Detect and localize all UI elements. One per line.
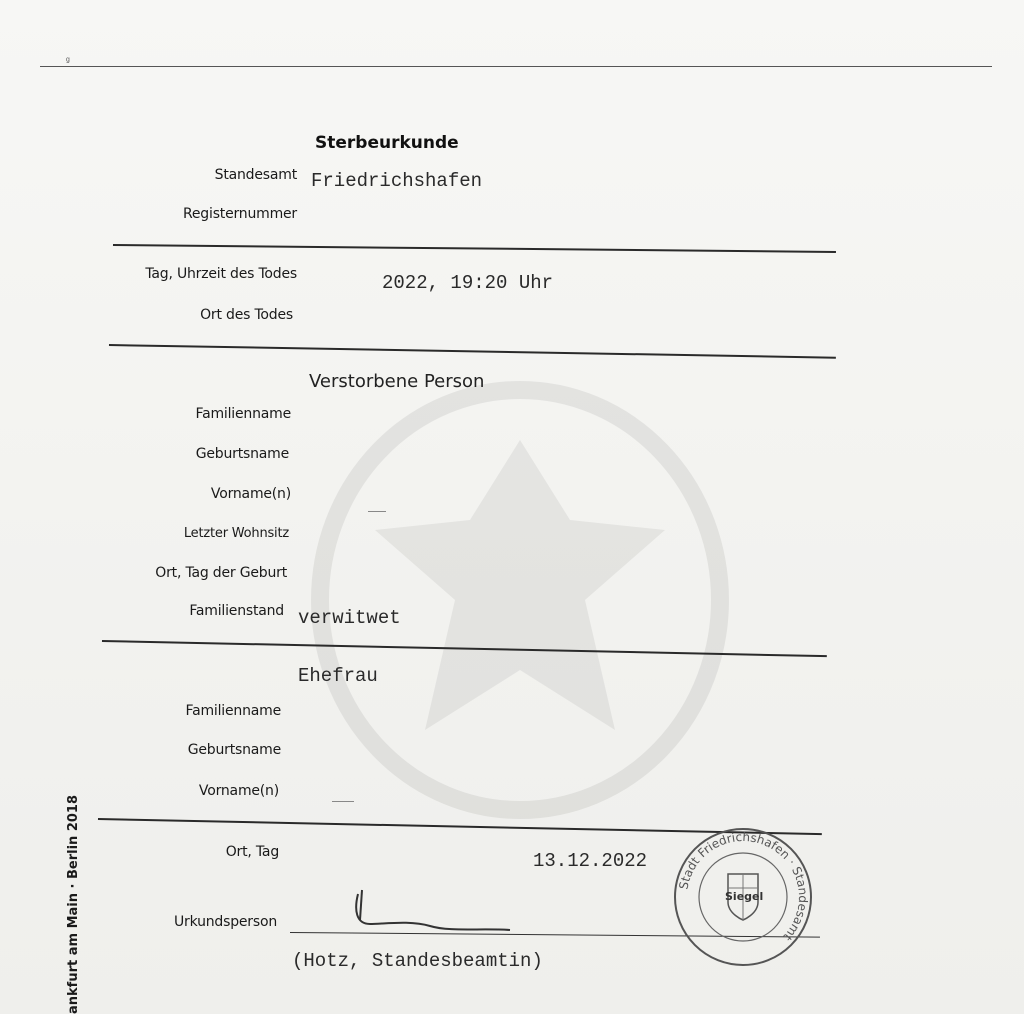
top-divider: [40, 66, 992, 67]
death-datetime-label: Tag, Uhrzeit des Todes: [145, 266, 297, 282]
spouse-geburtsname-label: Geburtsname: [187, 742, 281, 758]
registernummer-label: Registernummer: [183, 206, 297, 222]
spouse-section-title: Ehefrau: [298, 665, 378, 687]
ort-tag-value: 13.12.2022: [533, 850, 648, 872]
urkundsperson-label: Urkundsperson: [174, 914, 277, 930]
spouse-vornamen-label: Vorname(n): [198, 783, 279, 799]
redaction-mark: [332, 801, 354, 802]
spouse-familienname-label: Familienname: [185, 703, 281, 719]
deceased-vornamen-label: Vorname(n): [210, 486, 291, 502]
document-title: Sterbeurkunde: [315, 133, 459, 153]
deceased-section-title: Verstorbene Person: [309, 371, 485, 392]
corner-mark: ᵍ: [66, 56, 70, 67]
deceased-familienname-label: Familienname: [195, 406, 291, 422]
deceased-familienstand-value: verwitwet: [298, 607, 401, 629]
redaction-mark: [368, 511, 386, 512]
eagle-watermark-icon: [285, 370, 755, 830]
deceased-wohnsitz-label: Letzter Wohnsitz: [183, 526, 289, 541]
seal-label: Siegel: [725, 890, 764, 903]
standesamt-label: Standesamt: [214, 167, 297, 183]
ort-tag-label: Ort, Tag: [225, 844, 279, 860]
deceased-geburt-label: Ort, Tag der Geburt: [155, 565, 287, 581]
deceased-geburtsname-label: Geburtsname: [195, 446, 289, 462]
deceased-familienstand-label: Familienstand: [189, 603, 284, 619]
seal-ring-text: Stadt Friedrichshafen · Standesamt: [676, 829, 811, 944]
signature-icon: [350, 880, 520, 940]
death-place-label: Ort des Todes: [200, 307, 293, 323]
standesamt-value: Friedrichshafen: [311, 170, 483, 192]
death-datetime-value: 2022, 19:20 Uhr: [382, 272, 554, 294]
urkundsperson-value: (Hotz, Standesbeamtin): [292, 950, 543, 972]
side-imprint: ankfurt am Main · Berlin 2018: [66, 794, 81, 1014]
